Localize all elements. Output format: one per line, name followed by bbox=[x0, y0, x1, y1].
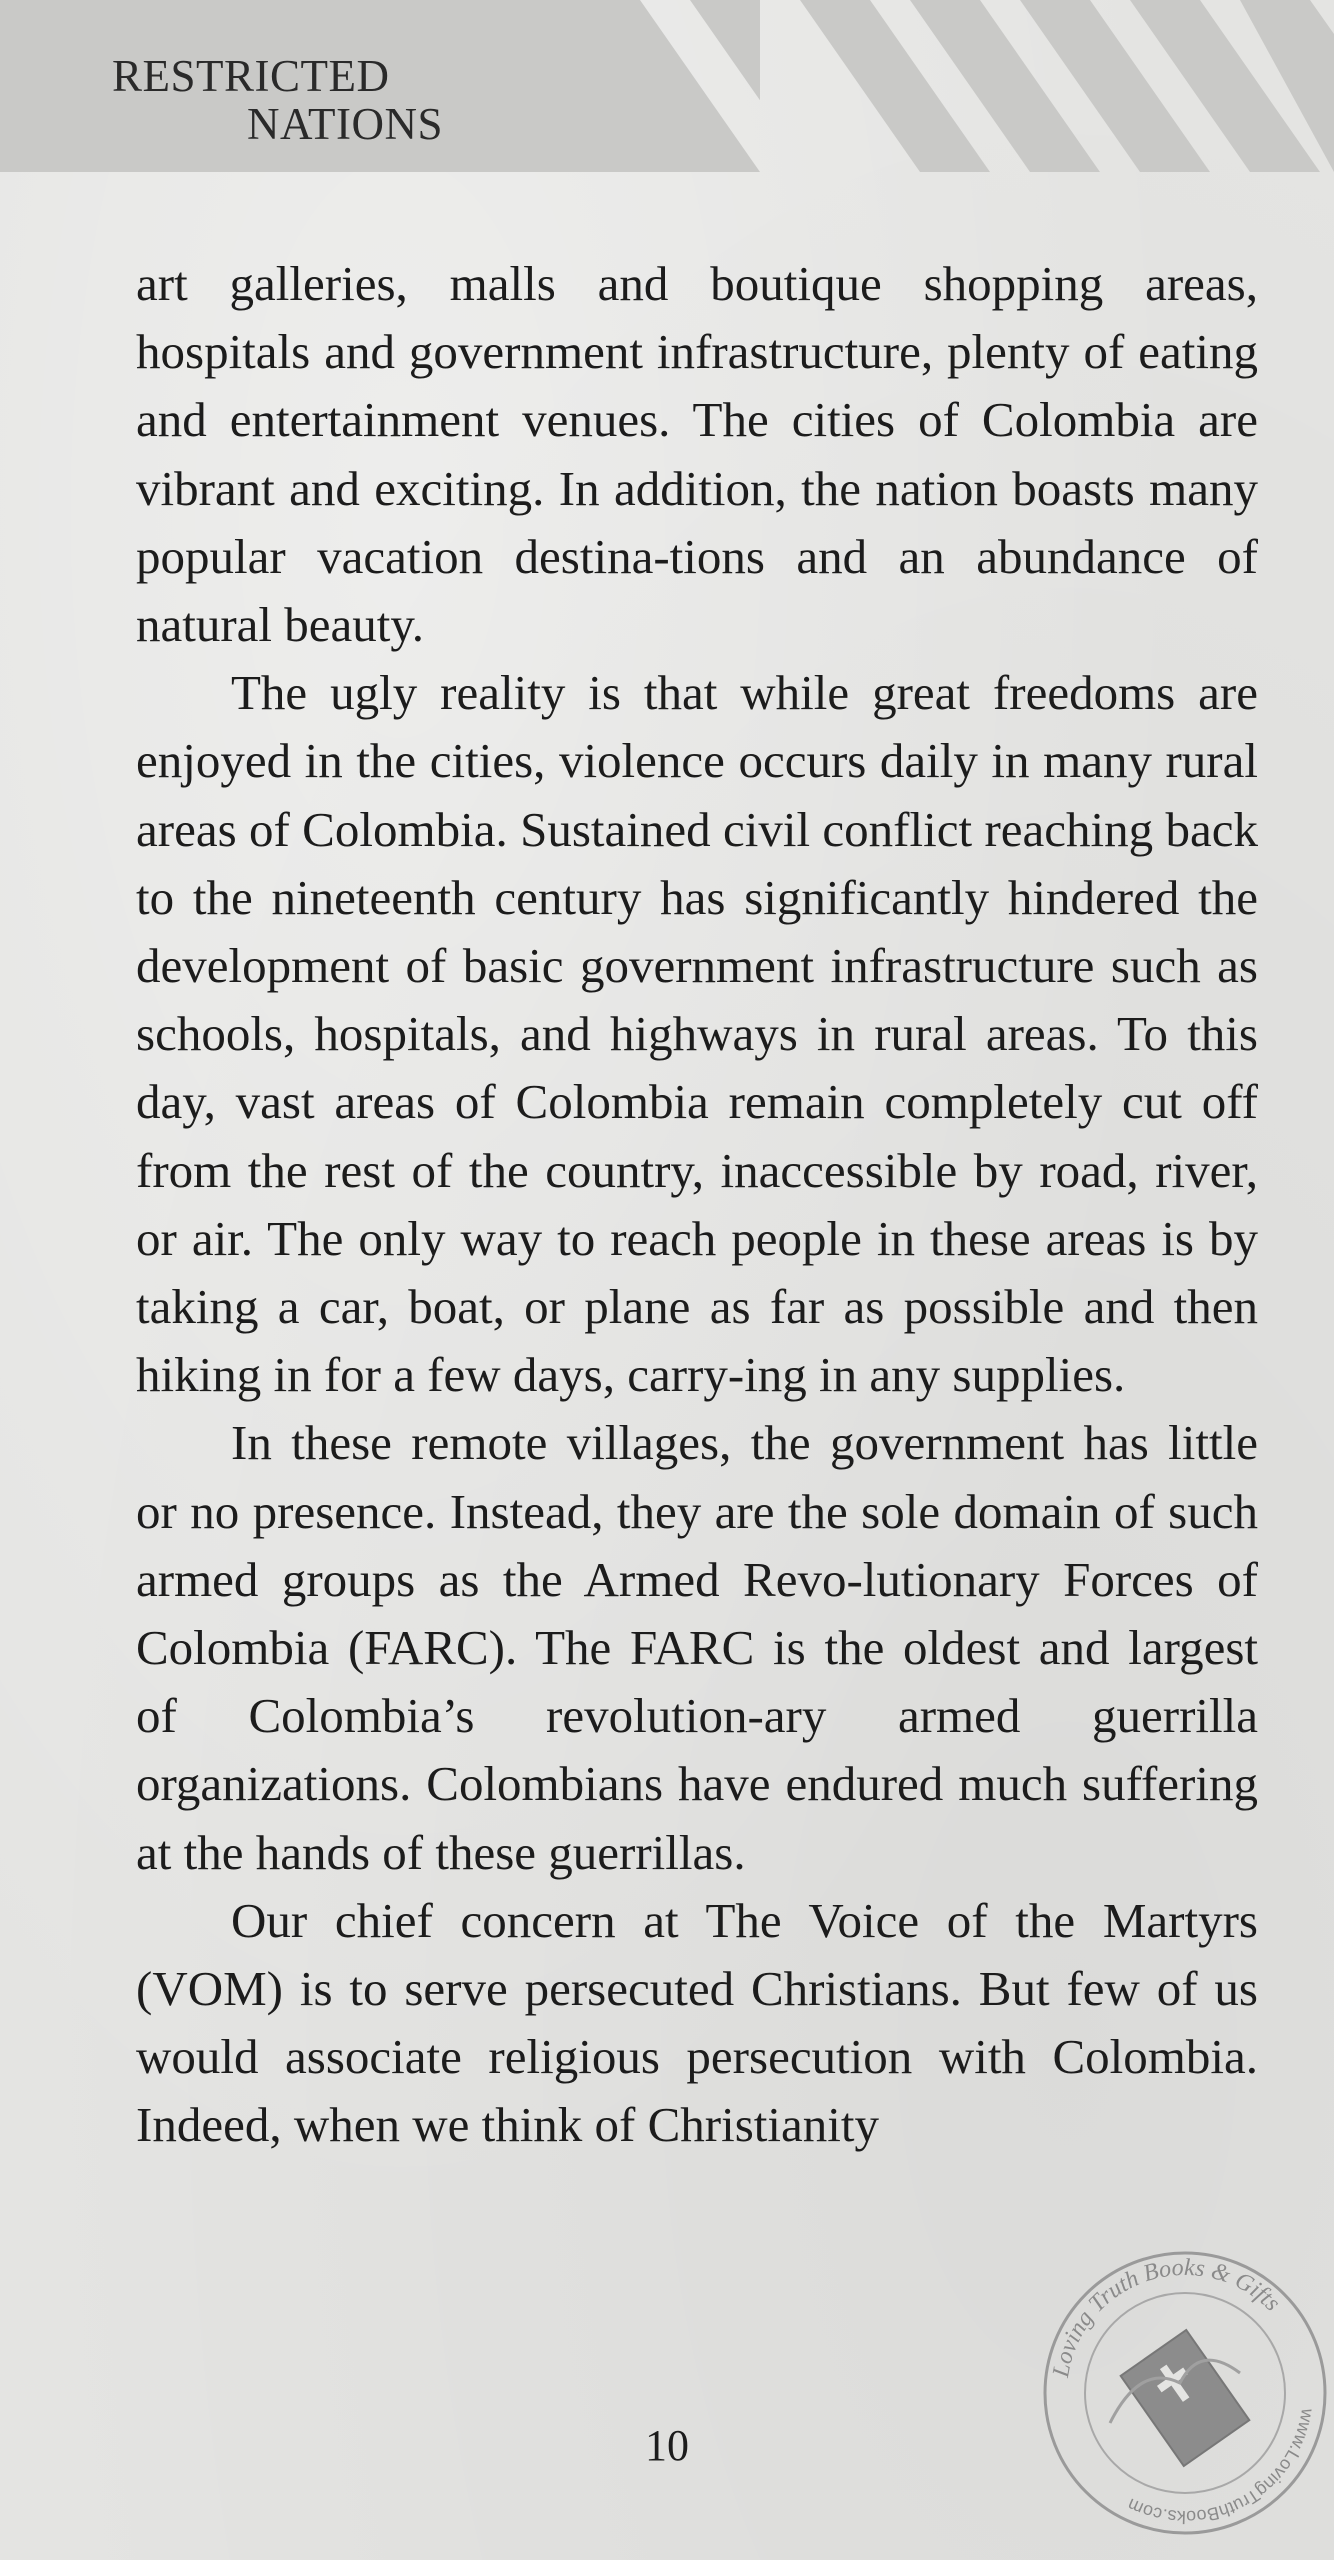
watermark-stamp-icon bbox=[1040, 2248, 1330, 2538]
paragraph: In these remote villages, the government has little or no presence. Instead, they are the sole domain of such armed groups as the Armed Revo-lutionary Forces of Colombia (FARC). The FARC is the oldest and largest of Colombia’s revolution-ary armed guerrilla organizations. Colombians have endured much suffering at the hands of these guerrillas. bbox=[136, 1415, 1258, 1880]
section-title bbox=[112, 52, 443, 148]
section-title-line1: RESTRICTED bbox=[112, 51, 390, 101]
paragraph: The ugly reality is that while great freedoms are enjoyed in the cities, violence occurs daily in many rural areas of Colombia. Sustained civil conflict reaching back to the nineteenth century has significantly hindered the development of basic government infrastructure such as schools, hospitals, and highways in rural areas. To this day, vast areas of Colombia remain completely cut off from the rest of the country, inaccessible by road, river, or air. The only way to reach people in these areas is by taking a car, boat, or plane as far as possible and then hiking in for a few days, carry-ing in any supplies. bbox=[136, 665, 1258, 1403]
page-number: 10 bbox=[645, 2421, 689, 2470]
paragraph: art galleries, malls and boutique shopping areas, hospitals and government infrastructure, plenty of eating and entertainment venues. The cities of Colombia are vibrant and exciting. In addition, the nation boasts many popular vacation destina-tions and an abundance of natural beauty. bbox=[136, 256, 1258, 653]
book-icon bbox=[1121, 2330, 1250, 2466]
body-text bbox=[136, 250, 1258, 2160]
header-band bbox=[0, 0, 1334, 172]
watermark-url: www.LovingTruthBooks.com bbox=[1124, 2407, 1318, 2528]
paragraph: Our chief concern at The Voice of the Martyrs (VOM) is to serve persecuted Christians. But few of us would associate religious persecution with Colombia. Indeed, when we think of Christianity bbox=[136, 1892, 1258, 2153]
section-title-line2: NATIONS bbox=[247, 99, 444, 149]
watermark-text: Loving Truth Books & Gifts bbox=[1048, 2254, 1286, 2380]
